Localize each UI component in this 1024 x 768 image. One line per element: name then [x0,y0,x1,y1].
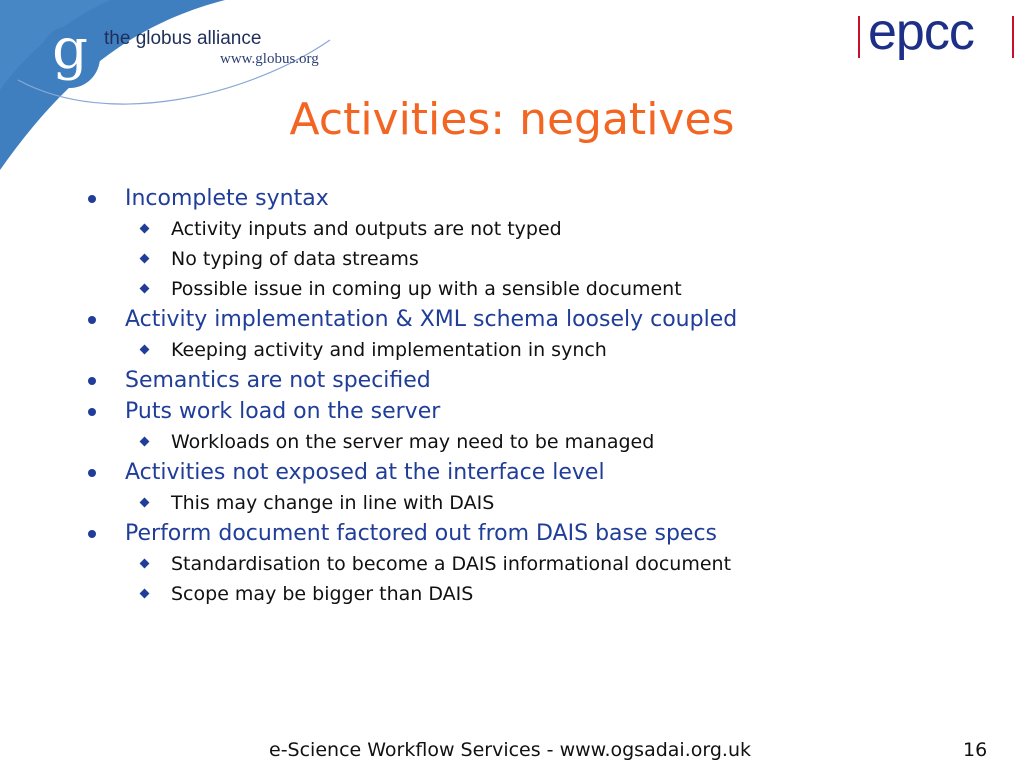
sub-bullet-item [88,214,988,244]
diamond-bullet-icon [140,498,150,508]
sub-bullet-text: Scope may be bigger than DAIS [171,583,474,605]
bullet-item [88,183,988,304]
footer-text: e-Science Workflow Services - www.ogsadai.org.uk [269,739,751,761]
bullet-text: Activities not exposed at the interface level [125,460,605,485]
sub-bullet-list [88,427,988,457]
bullet-dot-icon [88,377,96,385]
bullet-dot-icon [88,316,96,324]
sub-bullet-list [88,214,988,304]
slide-title: Activities: negatives [289,94,735,145]
bullet-text: Incomplete syntax [125,186,329,211]
sub-bullet-item [88,244,988,274]
diamond-bullet-icon [140,437,150,447]
sub-bullet-text: Possible issue in coming up with a sensible document [171,278,682,300]
diamond-bullet-icon [140,284,150,294]
page-number: 16 [963,739,988,761]
bullet-item [88,518,988,609]
sub-bullet-text: No typing of data streams [171,248,419,270]
bullet-dot-icon [88,530,96,538]
bullet-text: Semantics are not specified [125,368,431,393]
sub-bullet-item [88,579,988,609]
bullet-item [88,457,988,518]
globus-logo-name: the globus alliance [104,28,262,49]
diamond-bullet-icon [140,589,150,599]
diamond-bullet-icon [140,559,150,569]
bullet-item [88,396,988,457]
diamond-bullet-icon [140,345,150,355]
sub-bullet-text: Standardisation to become a DAIS informational document [171,553,732,575]
sub-bullet-item [88,427,988,457]
sub-bullet-text: Keeping activity and implementation in synch [171,339,607,361]
bullet-list [88,183,988,609]
sub-bullet-list [88,549,988,609]
sub-bullet-item [88,335,988,365]
bullet-dot-icon [88,469,96,477]
sub-bullet-item [88,549,988,579]
globus-logo-mark: g [40,26,100,88]
bullet-item [88,304,988,365]
bullet-text: Activity implementation & XML schema loosely coupled [125,307,738,332]
diamond-bullet-icon [140,254,150,264]
epcc-logo-right-bar [1012,16,1014,58]
diamond-bullet-icon [140,224,150,234]
sub-bullet-list [88,488,988,518]
sub-bullet-item [88,488,988,518]
bullet-dot-icon [88,408,96,416]
bullet-item [88,365,988,396]
epcc-logo-left-bar [858,16,860,58]
sub-bullet-text: Workloads on the server may need to be managed [171,431,655,453]
sub-bullet-text: This may change in line with DAIS [171,492,495,514]
sub-bullet-item [88,274,988,304]
sub-bullet-list [88,335,988,365]
bullet-dot-icon [88,195,96,203]
globus-logo-url: www.globus.org [220,51,319,67]
bullet-text: Puts work load on the server [125,399,441,424]
epcc-logo-text: epcc [868,3,974,61]
sub-bullet-text: Activity inputs and outputs are not typed [171,218,562,240]
bullet-text: Perform document factored out from DAIS base specs [125,521,718,546]
